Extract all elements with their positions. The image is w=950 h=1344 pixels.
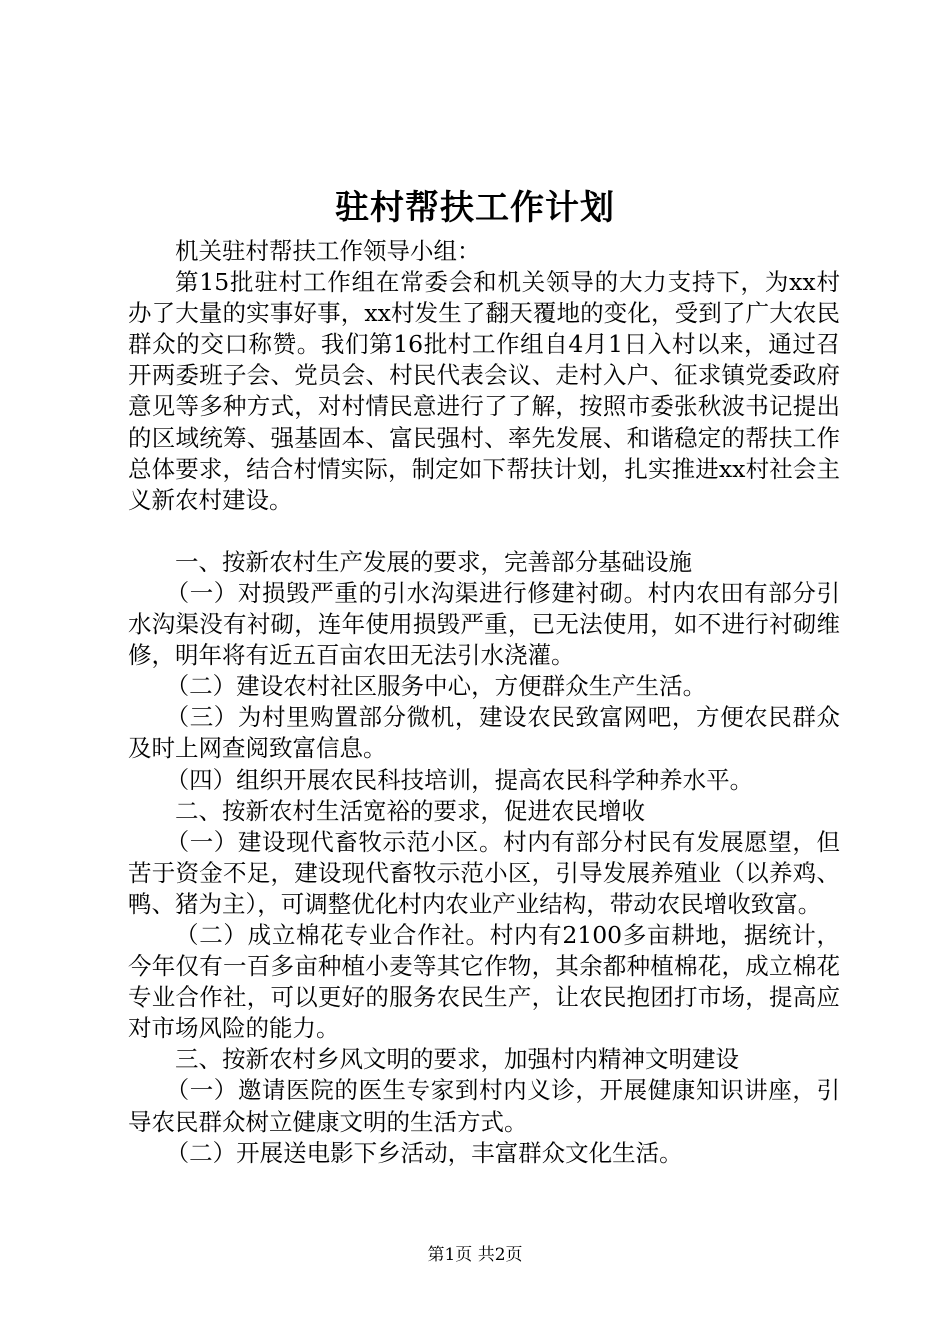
section-1-item-1: （一）对损毁严重的引水沟渠进行修建衬砌。村内农田有部分引水沟渠没有衬砌，连年使用损毁严重，已无法使用，如不进行衬砌维修，明年将有近五百亩农田无法引水浇灌。 [128,578,840,670]
section-3-item-2: （二）开展送电影下乡活动，丰富群众文化生活。 [165,1138,683,1167]
section-1-item-2: （二）建设农村社区服务中心，方便群众生产生活。 [165,672,707,701]
document-title: 驻村帮扶工作计划 [335,188,615,228]
section-3-heading: 三、按新农村乡风文明的要求，加强村内精神文明建设 [175,1045,739,1074]
page-number-footer: 第1页 共2页 [427,1245,523,1265]
section-2-item-1: （一）建设现代畜牧示范小区。村内有部分村民有发展愿望，但苦于资金不足，建设现代畜牧示范小区，引导发展养殖业（以养鸡、鸭、猪为主），可调整优化村内农业产业结构，带动农民增收致富。 [128,827,840,918]
document-body [128,236,840,1169]
section-2-item-2: （二）成立棉花专业合作社。村内有2100多亩耕地，据统计，今年仅有一百多亩种植小麦等其它作物，其余都种植棉花，成立棉花专业合作社，可以更好的服务农民生产，让农民抱团打市场，提高应对市场风险的能力。 [128,920,840,1043]
salutation: 机关驻村帮扶工作领导小组： [175,237,481,265]
section-3-item-1: （一）邀请医院的医生专家到村内义诊，开展健康知识讲座，引导农民群众树立健康文明的生活方式。 [128,1076,840,1136]
section-1-item-4: （四）组织开展农民科技培训，提高农民科学种养水平。 [165,765,754,794]
section-2-heading: 二、按新农村生活宽裕的要求，促进农民增收 [175,796,645,825]
section-1-item-3: （三）为村里购置部分微机，建设农民致富网吧，方便农民群众及时上网查阅致富信息。 [128,703,840,763]
intro-paragraph: 第15批驻村工作组在常委会和机关领导的大力支持下，为xx村办了大量的实事好事，xx村发生了翻天覆地的变化，受到了广大农民群众的交口称赞。我们第16批村工作组自4月1日入村以来，通过召开两委班子会、党员会、村民代表会议、走村入户、征求镇党委政府意见等多种方式，对村情民意进行了了解，按照市委张秋波书记提出的区域统筹、强基固本、富民强村、率先发展、和谐稳定的帮扶工作总体要求，结合村情实际，制定如下帮扶计划，扎实推进xx村社会主义新农村建设。 [128,268,840,514]
section-1-heading: 一、按新农村生产发展的要求，完善部分基础设施 [175,547,692,576]
